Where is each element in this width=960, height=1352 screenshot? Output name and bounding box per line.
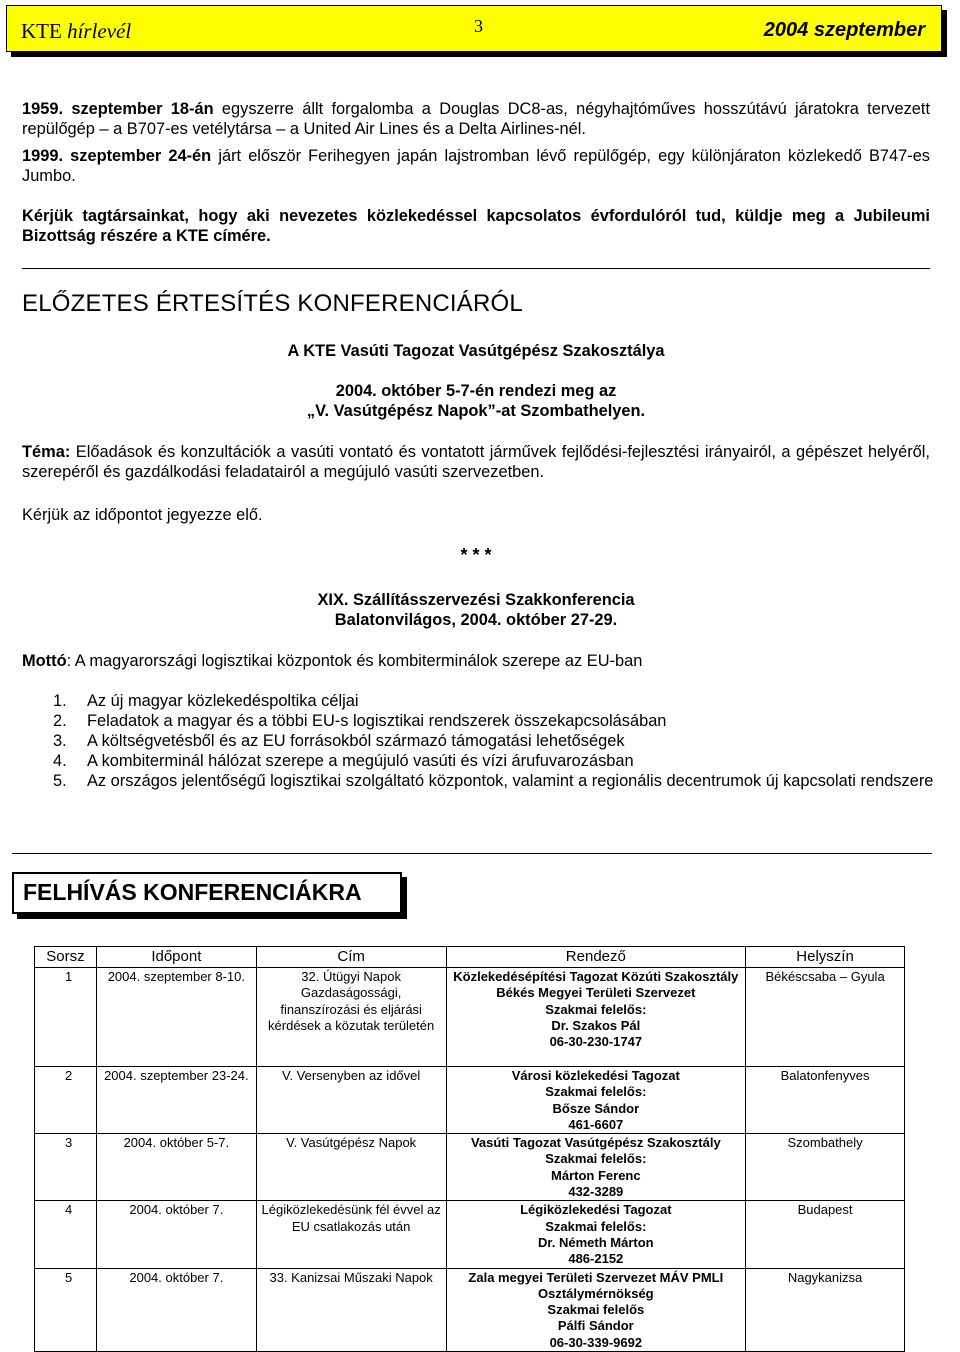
issue-date: 2004 szeptember (763, 19, 925, 41)
column-header: Sorsz (35, 947, 97, 968)
notice-event: „V. Vasútgépész Napok”-at Szombathelyen. (306, 402, 646, 420)
cell-place: Budapest (746, 1201, 905, 1268)
anniversary-1999: 1999. szeptember 24-én járt először Ferihegyen japán lajstromban lévő repülőgép, egy különjáraton közlekedő B747-es Jumbo. (22, 147, 930, 185)
cell-place: Balatonfenyves (746, 1067, 905, 1134)
conference-title: XIX. Szállításszervezési Szakkonferencia (317, 591, 635, 609)
table-row (35, 1268, 905, 1351)
cell-title: 32. Útügyi Napok Gazdaságossági, finanszírozási és eljárási kérdések a közutak területén (256, 968, 446, 1067)
column-header: Cím (256, 947, 446, 968)
table-row (35, 1067, 905, 1134)
notice-note: Kérjük az időpontot jegyezze elő. (22, 506, 263, 524)
cell-num: 2 (35, 1067, 97, 1134)
cell-num: 5 (35, 1268, 97, 1351)
cell-organizer: Városi közlekedési Tagozat Szakmai felelős: Bősze Sándor 461-6607 (446, 1067, 746, 1134)
page-number: 3 (474, 16, 483, 36)
separator-stars: * * * (460, 545, 492, 565)
cell-num: 1 (35, 968, 97, 1067)
cell-title: V. Vasútgépész Napok (256, 1134, 446, 1201)
table-row (35, 1201, 905, 1268)
cell-place: Békéscsaba – Gyula (746, 968, 905, 1067)
cell-date: 2004. szeptember 23-24. (96, 1067, 256, 1134)
divider (12, 853, 932, 854)
table-row (35, 1134, 905, 1201)
anniversary-1959: 1959. szeptember 18-án egyszerre állt forgalomba a Douglas DC8-as, négyhajtóműves hosszútávú járatokra tervezett repülőgép – a B707-es vetélytársa – a United Air Lines és a Delta Airlines-nél. (22, 100, 930, 138)
cell-title: V. Versenyben az idővel (256, 1067, 446, 1134)
cell-organizer: Zala megyei Területi Szervezet MÁV PMLI Osztálymérnökség Szakmai felelős Pálfi Sándor 06-30-339-9692 (446, 1268, 746, 1351)
notice-organizer: A KTE Vasúti Tagozat Vasútgépész Szakosztálya (287, 342, 665, 360)
cell-place: Szombathely (746, 1134, 905, 1201)
cell-num: 4 (35, 1201, 97, 1268)
cell-date: 2004. szeptember 8-10. (96, 968, 256, 1067)
cell-date: 2004. október 7. (96, 1201, 256, 1268)
notice-date: 2004. október 5-7-én rendezi meg az (335, 382, 617, 400)
table-row (35, 968, 905, 1067)
page-header (6, 5, 942, 52)
divider (22, 268, 930, 269)
column-header: Időpont (96, 947, 256, 968)
notice-title: ELŐZETES ÉRTESÍTÉS KONFERENCIÁRÓL (22, 290, 523, 317)
notice-topic: Téma: Előadások és konzultációk a vasúti vontató és vontatott járművek fejlődési-fejlesztési irányairól, a gépészet helyéről, szerepéről és gazdálkodási feladatairól a megújuló vasúti szervezetben. (22, 443, 930, 481)
conference-place: Balatonvilágos, 2004. október 27-29. (334, 611, 618, 629)
call-title-box (12, 872, 402, 914)
column-header: Rendező (446, 947, 746, 968)
cell-num: 3 (35, 1134, 97, 1201)
table-header-row (35, 947, 905, 968)
cell-organizer: Légiközlekedési Tagozat Szakmai felelős: Dr. Németh Márton 486-2152 (446, 1201, 746, 1268)
cell-organizer: Közlekedésépítési Tagozat Közúti Szakosztály Békés Megyei Területi Szervezet Szakmai felelős: Dr. Szakos Pál 06-30-230-1747 (446, 968, 746, 1067)
cell-title: 33. Kanizsai Műszaki Napok (256, 1268, 446, 1351)
column-header: Helyszín (746, 947, 905, 968)
conference-motto: Mottó: A magyarországi logisztikai központok és kombiterminálok szerepe az EU-ban (22, 652, 643, 670)
conference-table (34, 946, 905, 1352)
request-paragraph: Kérjük tagtársainkat, hogy aki nevezetes közlekedéssel kapcsolatos évfordulóról tud, küldje meg a Jubileumi Bizottság részére a KTE címére. (22, 207, 930, 245)
newsletter-title: KTE hírlevél (21, 19, 132, 43)
call-title: FELHÍVÁS KONFERENCIÁKRA (23, 879, 362, 905)
cell-place: Nagykanizsa (746, 1268, 905, 1351)
cell-organizer: Vasúti Tagozat Vasútgépész Szakosztály Szakmai felelős: Márton Ferenc 432-3289 (446, 1134, 746, 1201)
cell-date: 2004. október 7. (96, 1268, 256, 1351)
cell-title: Légiközlekedésünk fél évvel az EU csatlakozás után (256, 1201, 446, 1268)
cell-date: 2004. október 5-7. (96, 1134, 256, 1201)
